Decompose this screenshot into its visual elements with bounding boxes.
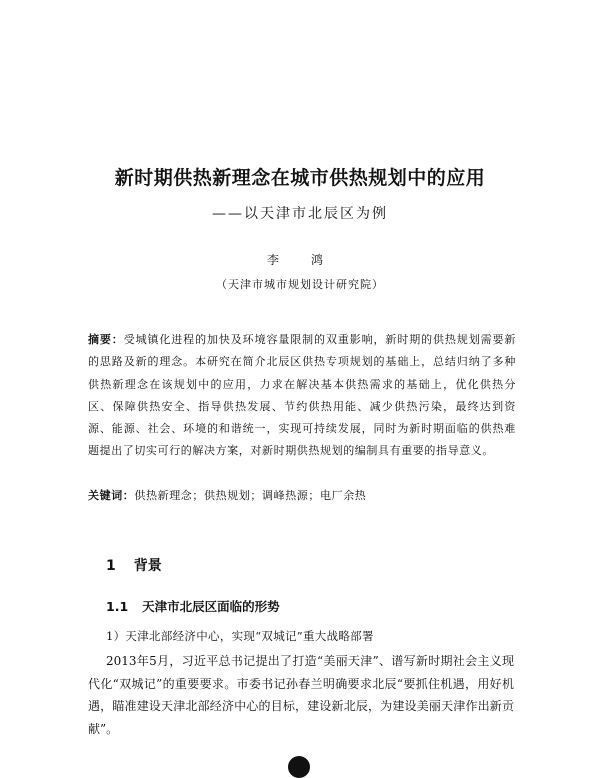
paper-subtitle: ——以天津市北辰区为例 — [212, 206, 388, 222]
paper-title: 新时期供热新理念在城市供热规划中的应用 — [114, 167, 486, 189]
page-number-marker — [288, 756, 310, 778]
abstract-text: 受城镇化进程的加快及环境容量限制的双重影响，新时期的供热规划需要新的思路及新的理念。本研究在简介北辰区供热专项规划的基础上，总结归纳了多种供热新理念在该规划中的应用，力求在解决基本供热需求的基础上，优化供热分区、保障供热安全、指导供热发展、节约供热用能、减少供热污染，最终达到资源、能源、社会、环境的和谐统一，实现可持续发展，同时为新时期面临的供热难题提出了切实可行的解决方案，对新时期供热规划的编制具有重要的指导意义。 — [88, 333, 516, 458]
section-heading-background — [106, 555, 162, 575]
abstract-label: 摘要： — [88, 333, 124, 346]
subsection-number: 1.1 — [106, 599, 129, 614]
keywords — [88, 487, 516, 503]
abstract — [88, 329, 516, 463]
author-name: 李 鸿 — [266, 253, 333, 267]
section-number: 1 — [106, 558, 116, 574]
list-item-heading: 1）天津北部经济中心，实现“双城记”重大战略部署 — [106, 629, 374, 643]
author-affiliation: （天津市城市规划设计研究院） — [216, 278, 384, 291]
keywords-text: 供热新理念；供热规划；调峰热源；电厂余热 — [134, 489, 367, 502]
body-text — [88, 650, 514, 740]
subsection-heading — [106, 597, 280, 615]
paragraph: 2013年5月，习近平总书记提出了打造“美丽天津”、谱写新时期社会主义现代化“双城记”的重要要求。市委书记孙春兰明确要求北辰“要抓住机遇，用好机遇，瞄准建设天津北部经济中心的目标，建设新北辰，为建设美丽天津作出新贡献”。 — [88, 654, 514, 736]
subsection-title: 天津市北辰区面临的形势 — [142, 599, 280, 614]
keywords-label: 关键词： — [88, 489, 135, 502]
section-title: 背景 — [133, 558, 162, 574]
